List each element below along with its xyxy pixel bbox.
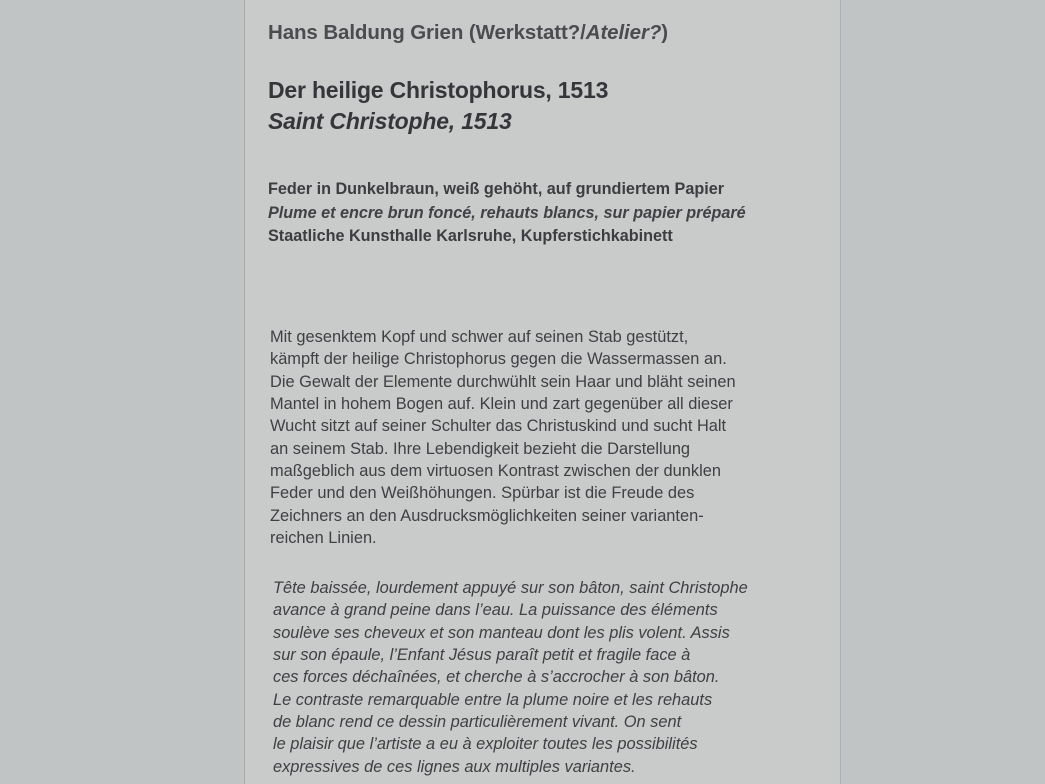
description-german (270, 326, 736, 549)
title-german: Der heilige Christophorus, 1513 (268, 77, 609, 103)
description-line: maßgeblich aus dem virtuosen Kontrast zwischen der dunklen (270, 462, 721, 481)
description-line: reichen Linien. (270, 529, 377, 548)
medium-german: Feder in Dunkelbraun, weiß gehöht, auf grundiertem Papier (268, 180, 725, 198)
description-line: Feder und den Weißhöhungen. Spürbar ist die Freude des (270, 484, 695, 503)
artist-attribution (268, 21, 668, 45)
artist-name-fr: Atelier? (585, 21, 662, 44)
description-line: Le contraste remarquable entre la plume noire et les rehauts (273, 690, 713, 709)
museum-label-panel (245, 0, 840, 784)
description-line: Zeichners an den Ausdrucksmöglichkeiten seiner varianten- (270, 506, 704, 525)
wall-right (840, 0, 1045, 784)
artist-name: Hans Baldung Grien (Werkstatt?/ (268, 21, 586, 44)
artwork-metadata (268, 178, 746, 249)
description-line: an seinem Stab. Ihre Lebendigkeit bezieht die Darstellung (270, 439, 691, 458)
description-line: Die Gewalt der Elemente durchwühlt sein Haar und bläht seinen (270, 372, 736, 391)
artist-closing: ) (661, 21, 668, 44)
description-line: Wucht sitzt auf seiner Schulter das Christuskind und sucht Halt (270, 417, 727, 436)
medium-french: Plume et encre brun foncé, rehauts blancs, sur papier préparé (268, 203, 746, 222)
collection: Staatliche Kunsthalle Karlsruhe, Kupferstichkabinett (268, 227, 673, 245)
description-line: Tête baissée, lourdement appuyé sur son bâton, saint Christophe (273, 579, 748, 597)
description-line: kämpft der heilige Christophorus gegen die Wassermassen an. (270, 350, 727, 369)
description-line: expressives de ces lignes aux multiples variantes. (273, 757, 636, 776)
description-line: ces forces déchaînées, et cherche à s’accrocher à son bâton. (273, 668, 720, 687)
description-line: sur son épaule, l’Enfant Jésus paraît petit et fragile face à (273, 646, 691, 665)
description-line: Mit gesenktem Kopf und schwer auf seinen Stab gestützt, (270, 328, 689, 346)
description-line: soulève ses cheveux et son manteau dont les plis volent. Assis (273, 623, 730, 642)
description-french (273, 577, 748, 778)
wall-left (0, 0, 245, 784)
description-line: avance à grand peine dans l’eau. La puissance des éléments (273, 601, 718, 620)
title-french: Saint Christophe, 1513 (268, 108, 512, 134)
description-line: de blanc rend ce dessin particulièrement vivant. On sent (273, 713, 682, 732)
description-line: Mantel in hohem Bogen auf. Klein und zart gegenüber all dieser (270, 395, 733, 414)
description-line: le plaisir que l’artiste a eu à exploiter toutes les possibilités (273, 735, 698, 754)
